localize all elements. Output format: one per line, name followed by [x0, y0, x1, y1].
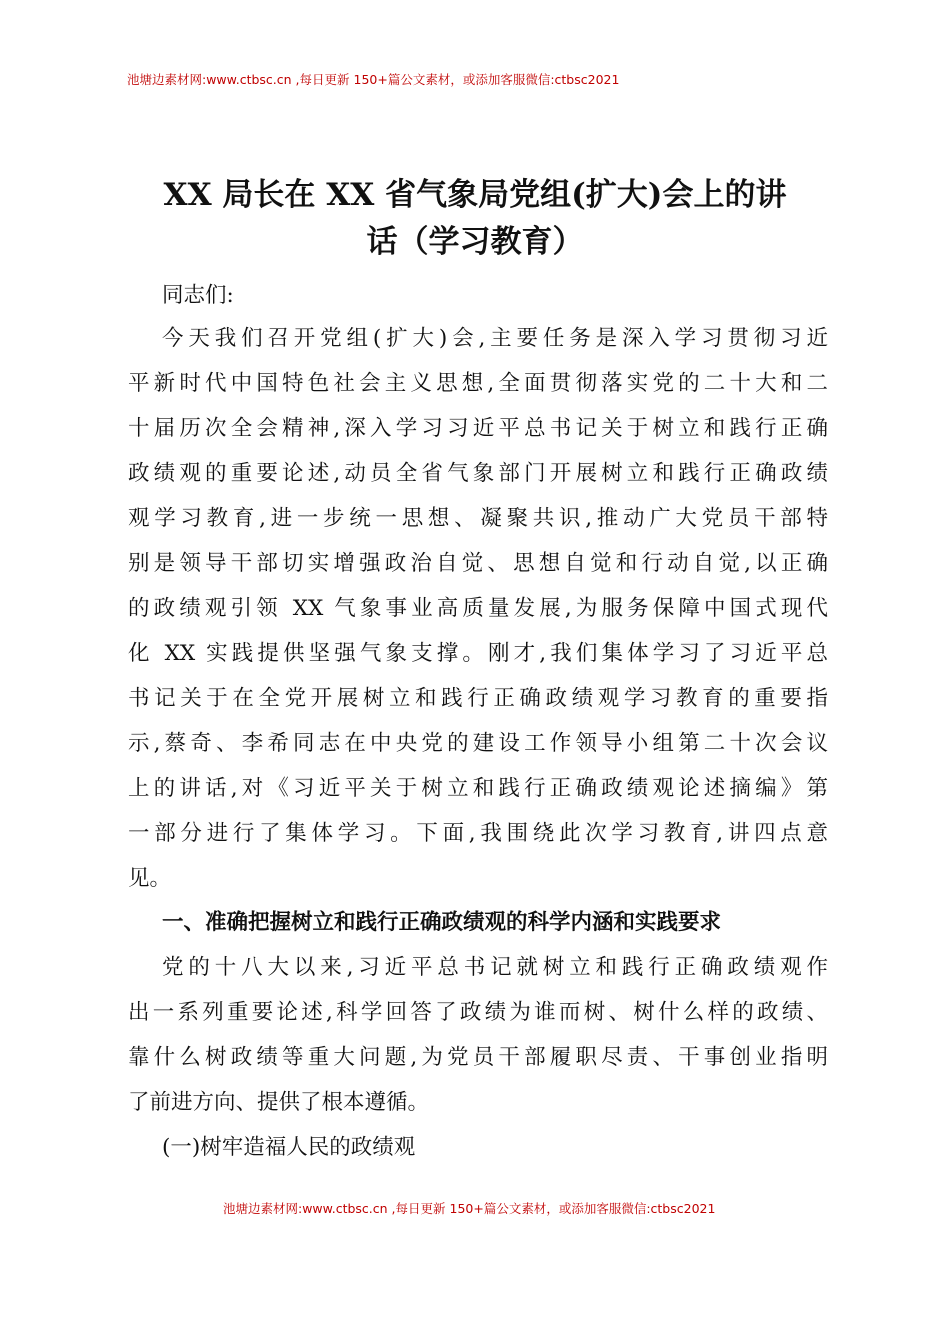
paragraph-1-line: 上的讲话,对《习近平关于树立和践行正确政绩观论述摘编》第 — [128, 776, 828, 801]
paragraph-1-line: 别是领导干部切实增强政治自觉、思想自觉和行动自觉,以正确 — [128, 551, 828, 576]
document-title-line-1: XX 局长在 XX 省气象局党组(扩大)会上的讲 — [163, 177, 787, 213]
paragraph-1-line: 示,蔡奇、李希同志在中央党的建设工作领导小组第二十次会议 — [128, 731, 828, 756]
paragraph-1-line: 化 XX 实践提供坚强气象支撑。刚才,我们集体学习了习近平总 — [128, 641, 828, 666]
paragraph-1-line: 的政绩观引领 XX 气象事业高质量发展,为服务保障中国式现代 — [128, 596, 828, 621]
watermark-banner-bottom: 池塘边素材网:www.ctbsc.cn ,每日更新 150+篇公文素材，或添加客服微信:ctbsc2021 — [223, 1201, 716, 1216]
paragraph-1-line: 书记关于在全党开展树立和践行正确政绩观学习教育的重要指 — [128, 686, 828, 711]
paragraph-1-line: 一部分进行了集体学习。下面,我围绕此次学习教育,讲四点意 — [128, 821, 828, 846]
paragraph-1-line: 政绩观的重要论述,动员全省气象部门开展树立和践行正确政绩 — [128, 461, 828, 486]
paragraph-1-line: 观学习教育,进一步统一思想、凝聚共识,推动广大党员干部特 — [128, 506, 828, 531]
paragraph-1-line: 今天我们召开党组(扩大)会,主要任务是深入学习贯彻习近 — [162, 326, 828, 351]
paragraph-1-line: 见。 — [128, 866, 172, 891]
watermark-banner-top: 池塘边素材网:www.ctbsc.cn ,每日更新 150+篇公文素材，或添加客服微信:ctbsc2021 — [127, 72, 620, 87]
paragraph-2-line: 党的十八大以来,习近平总书记就树立和践行正确政绩观作 — [162, 955, 828, 980]
paragraph-2-line: 靠什么树政绩等重大问题,为党员干部履职尽责、干事创业指明 — [128, 1045, 828, 1070]
section-heading-1: 一、准确把握树立和践行正确政绩观的科学内涵和实践要求 — [162, 910, 722, 935]
paragraph-2-line: 了前进方向、提供了根本遵循。 — [128, 1090, 430, 1115]
paragraph-1-line: 十届历次全会精神,深入学习习近平总书记关于树立和践行正确 — [128, 416, 828, 441]
salutation: 同志们: — [162, 283, 234, 308]
document-title-line-2: 话（学习教育） — [366, 224, 584, 260]
subsection-heading-1: (一)树牢造福人民的政绩观 — [162, 1135, 416, 1160]
paragraph-1-line: 平新时代中国特色社会主义思想,全面贯彻落实党的二十大和二 — [128, 371, 828, 396]
paragraph-2-line: 出一系列重要论述,科学回答了政绩为谁而树、树什么样的政绩、 — [128, 1000, 828, 1025]
